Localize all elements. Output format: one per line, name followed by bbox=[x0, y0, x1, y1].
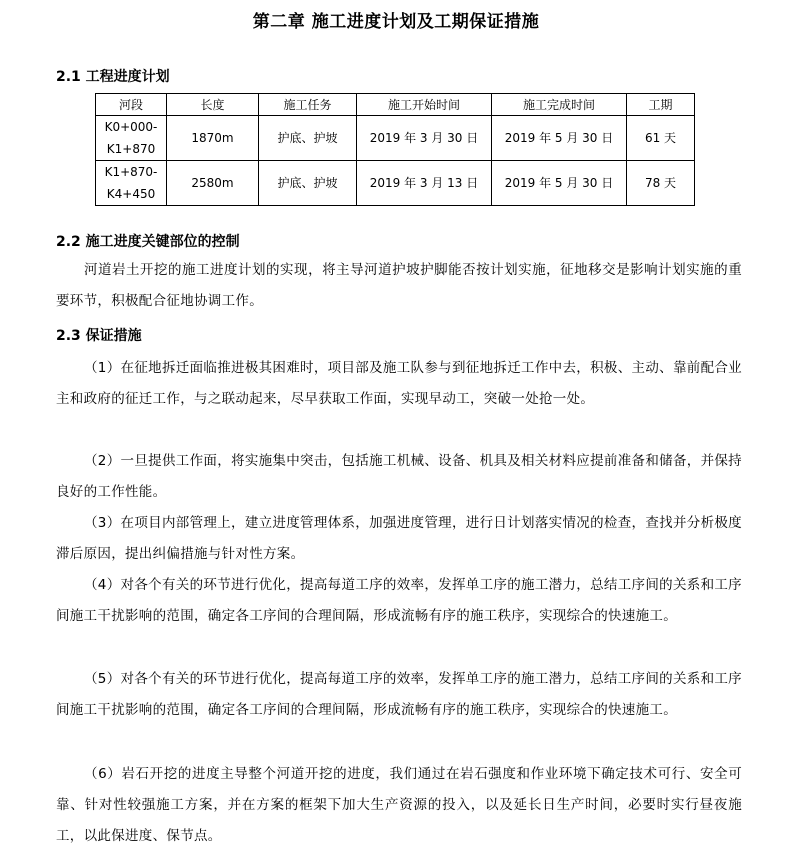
section-heading-2-2: 2.2 施工进度关键部位的控制 bbox=[56, 234, 240, 250]
measure-paragraph-2: （2）一旦提供工作面，将实施集中突击，包括施工机械、设备、机具及相关材料应提前准备和储备，并保持良好的工作性能。 bbox=[56, 453, 742, 500]
measure-paragraph-6: （6）岩石开挖的进度主导整个河道开挖的进度，我们通过在岩石强度和作业环境下确定技术可行、安全可靠、针对性较强施工方案，并在方案的框架下加大生产资源的投入，以及延长日生产时间，必要时实行昼夜施工，以此保进度、保节点。 bbox=[56, 766, 742, 844]
measure-paragraph-1: （1）在征地拆迁面临推进极其困难时，项目部及施工队参与到征地拆迁工作中去，积极、主动、靠前配合业主和政府的征迁工作，与之联动起来，尽早获取工作面，实现早动工，突破一处抢一处。 bbox=[56, 360, 742, 407]
measure-paragraph-5: （5）对各个有关的环节进行优化，提高每道工序的效率，发挥单工序的施工潜力，总结工序间的关系和工序间施工干扰影响的范围，确定各工序间的合理间隔，形成流畅有序的施工秩序，实现综合的快速施工。 bbox=[56, 671, 742, 718]
cell-end-date: 2019 年 5 月 30 日 bbox=[492, 161, 627, 206]
cell-duration: 61 天 bbox=[627, 116, 695, 161]
cell-duration: 78 天 bbox=[627, 161, 695, 206]
table-header-row bbox=[96, 94, 695, 116]
cell-start-date: 2019 年 3 月 13 日 bbox=[357, 161, 492, 206]
paragraph-key-control: 河道岩土开挖的施工进度计划的实现，将主导河道护坡护脚能否按计划实施，征地移交是影响计划实施的重要环节，积极配合征地协调工作。 bbox=[56, 262, 742, 309]
table-row bbox=[96, 116, 695, 161]
cell-start-date: 2019 年 3 月 30 日 bbox=[357, 116, 492, 161]
segment-line-1: K1+870- bbox=[104, 165, 158, 179]
column-header-segment: 河段 bbox=[96, 94, 167, 116]
cell-task: 护底、护坡 bbox=[259, 116, 357, 161]
measure-paragraph-4: （4）对各个有关的环节进行优化，提高每道工序的效率，发挥单工序的施工潜力，总结工序间的关系和工序间施工干扰影响的范围，确定各工序间的合理间隔，形成流畅有序的施工秩序，实现综合的快速施工。 bbox=[56, 577, 742, 624]
measure-paragraph-3: （3）在项目内部管理上，建立进度管理体系，加强进度管理，进行日计划落实情况的检查，查找并分析极度滞后原因，提出纠偏措施与针对性方案。 bbox=[56, 515, 742, 562]
table-row bbox=[96, 161, 695, 206]
column-header-length: 长度 bbox=[167, 94, 259, 116]
segment-line-2: K4+450 bbox=[106, 187, 156, 201]
cell-end-date: 2019 年 5 月 30 日 bbox=[492, 116, 627, 161]
cell-length: 1870m bbox=[167, 116, 259, 161]
section-heading-2-3: 2.3 保证措施 bbox=[56, 328, 142, 344]
column-header-task: 施工任务 bbox=[259, 94, 357, 116]
cell-length: 2580m bbox=[167, 161, 259, 206]
chapter-title: 第二章 施工进度计划及工期保证措施 bbox=[252, 12, 540, 32]
segment-line-2: K1+870 bbox=[106, 142, 156, 156]
schedule-table bbox=[95, 93, 695, 206]
cell-segment bbox=[96, 161, 167, 206]
column-header-duration: 工期 bbox=[627, 94, 695, 116]
column-header-end-date: 施工完成时间 bbox=[492, 94, 627, 116]
segment-line-1: K0+000- bbox=[104, 120, 158, 134]
cell-task: 护底、护坡 bbox=[259, 161, 357, 206]
column-header-start-date: 施工开始时间 bbox=[357, 94, 492, 116]
section-heading-2-1: 2.1 工程进度计划 bbox=[56, 69, 170, 85]
cell-segment bbox=[96, 116, 167, 161]
